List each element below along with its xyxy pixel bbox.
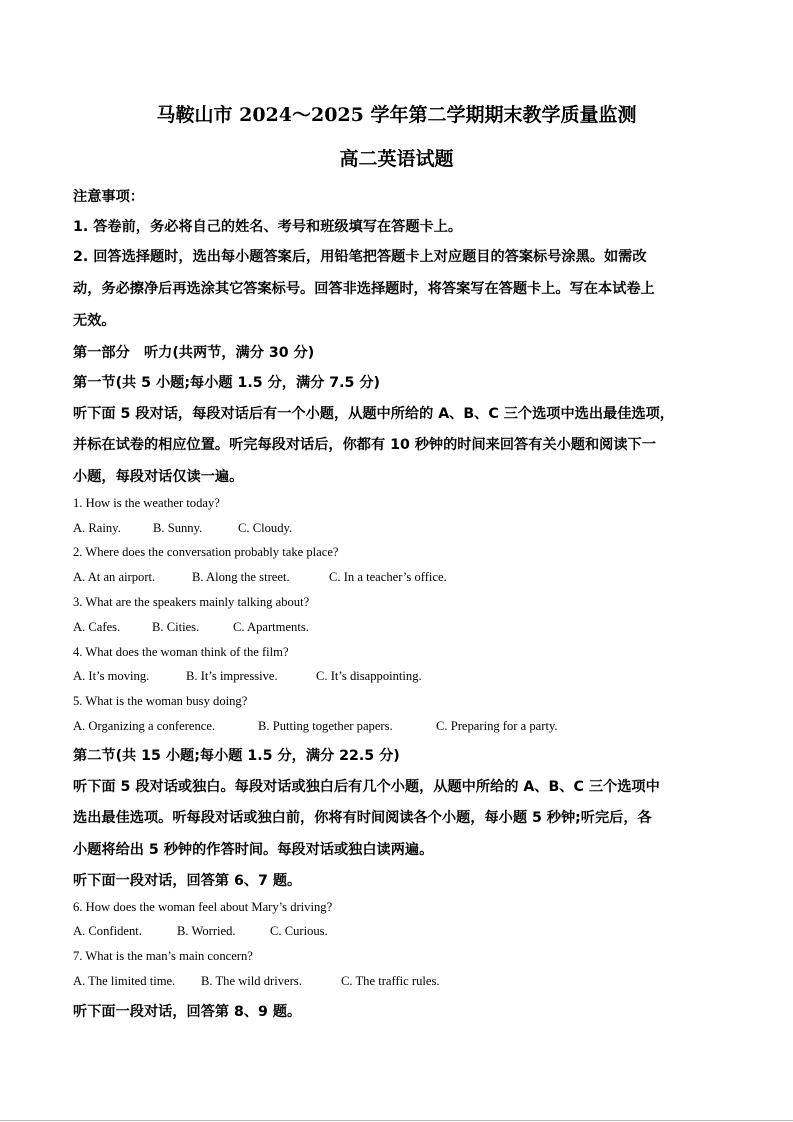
section1-heading: 第一节(共 5 小题;每小题 1.5 分，满分 7.5 分) xyxy=(73,375,381,391)
option-b: B. Along the street. xyxy=(192,570,290,584)
question-3: 3. What are the speakers mainly talking about? xyxy=(73,595,310,609)
option-b: B. Sunny. xyxy=(153,521,203,535)
section1-instruction-line-2: 并标在试卷的相应位置。听完每段对话后，你都有 10 秒钟的时间来回答有关小题和阅读下一 xyxy=(73,437,656,453)
notice-item-2-line-3: 无效。 xyxy=(73,313,116,329)
section2-instruction-line-3: 小题将给出 5 秒钟的作答时间。每段对话或独白读两遍。 xyxy=(73,842,434,858)
section2-instruction-line-2: 选出最佳选项。听每段对话或独白前，你将有时间阅读各个小题，每小题 5 秒钟;听完后，各 xyxy=(73,810,652,826)
notice-heading: 注意事项： xyxy=(73,189,144,205)
exam-title: 马鞍山市 2024～2025 学年第二学期期末教学质量监测 xyxy=(156,104,637,126)
option-a: A. It’s moving. xyxy=(73,669,150,683)
section1-instruction-line-3: 小题，每段对话仅读一遍。 xyxy=(73,469,244,485)
section2-instruction-line-1: 听下面 5 段对话或独白。每段对话或独白后有几个小题，从题中所给的 A、B、C 三个选项中 xyxy=(73,779,660,795)
option-a: A. The limited time. xyxy=(73,974,176,988)
page-bottom-rule xyxy=(0,1120,793,1121)
option-b: B. Cities. xyxy=(152,620,200,634)
option-c: C. In a teacher’s office. xyxy=(329,570,447,584)
question-7: 7. What is the man’s main concern? xyxy=(73,949,253,963)
option-b: B. Putting together papers. xyxy=(258,719,393,733)
section2-heading: 第二节(共 15 小题;每小题 1.5 分，满分 22.5 分) xyxy=(73,748,400,764)
option-c: C. Curious. xyxy=(270,924,328,938)
group-heading-8-9: 听下面一段对话，回答第 8、9 题。 xyxy=(73,1004,302,1020)
question-3-options xyxy=(73,620,309,635)
question-2: 2. Where does the conversation probably take place? xyxy=(73,545,339,559)
option-a: A. Rainy. xyxy=(73,521,121,535)
notice-item-2-line-1: 2. 回答选择题时，选出每小题答案后，用铅笔把答题卡上对应题目的答案标号涂黑。如需改 xyxy=(73,249,647,265)
question-6-options xyxy=(73,924,328,939)
question-2-options xyxy=(73,570,447,585)
question-7-options xyxy=(73,974,440,989)
exam-subtitle: 高二英语试题 xyxy=(339,148,454,170)
question-4-options xyxy=(73,669,422,684)
option-c: C. Cloudy. xyxy=(238,521,293,535)
section1-instruction-line-1: 听下面 5 段对话，每段对话后有一个小题，从题中所给的 A、B、C 三个选项中选出最佳选项， xyxy=(73,406,674,422)
question-1-options xyxy=(73,521,292,536)
question-5: 5. What is the woman busy doing? xyxy=(73,694,248,708)
question-1: 1. How is the weather today? xyxy=(73,496,220,510)
question-5-options xyxy=(73,719,558,734)
option-a: A. Organizing a conference. xyxy=(73,719,216,733)
part1-heading: 第一部分 听力(共两节，满分 30 分) xyxy=(73,345,315,361)
group-heading-6-7: 听下面一段对话，回答第 6、7 题。 xyxy=(73,873,302,889)
option-b: B. It’s impressive. xyxy=(186,669,278,683)
option-a: A. Confident. xyxy=(73,924,142,938)
notice-item-1: 1. 答卷前，务必将自己的姓名、考号和班级填写在答题卡上。 xyxy=(73,219,463,235)
notice-item-2-line-2: 动，务必擦净后再选涂其它答案标号。回答非选择题时，将答案写在答题卡上。写在本试卷上 xyxy=(73,281,655,297)
option-b: B. The wild drivers. xyxy=(201,974,302,988)
option-c: C. It’s disappointing. xyxy=(316,669,422,683)
option-c: C. Apartments. xyxy=(233,620,309,634)
option-c: C. The traffic rules. xyxy=(341,974,440,988)
option-a: A. At an airport. xyxy=(73,570,156,584)
option-b: B. Worried. xyxy=(177,924,236,938)
option-a: A. Cafes. xyxy=(73,620,121,634)
option-c: C. Preparing for a party. xyxy=(436,719,558,733)
question-4: 4. What does the woman think of the film? xyxy=(73,645,289,659)
question-6: 6. How does the woman feel about Mary’s driving? xyxy=(73,900,333,914)
